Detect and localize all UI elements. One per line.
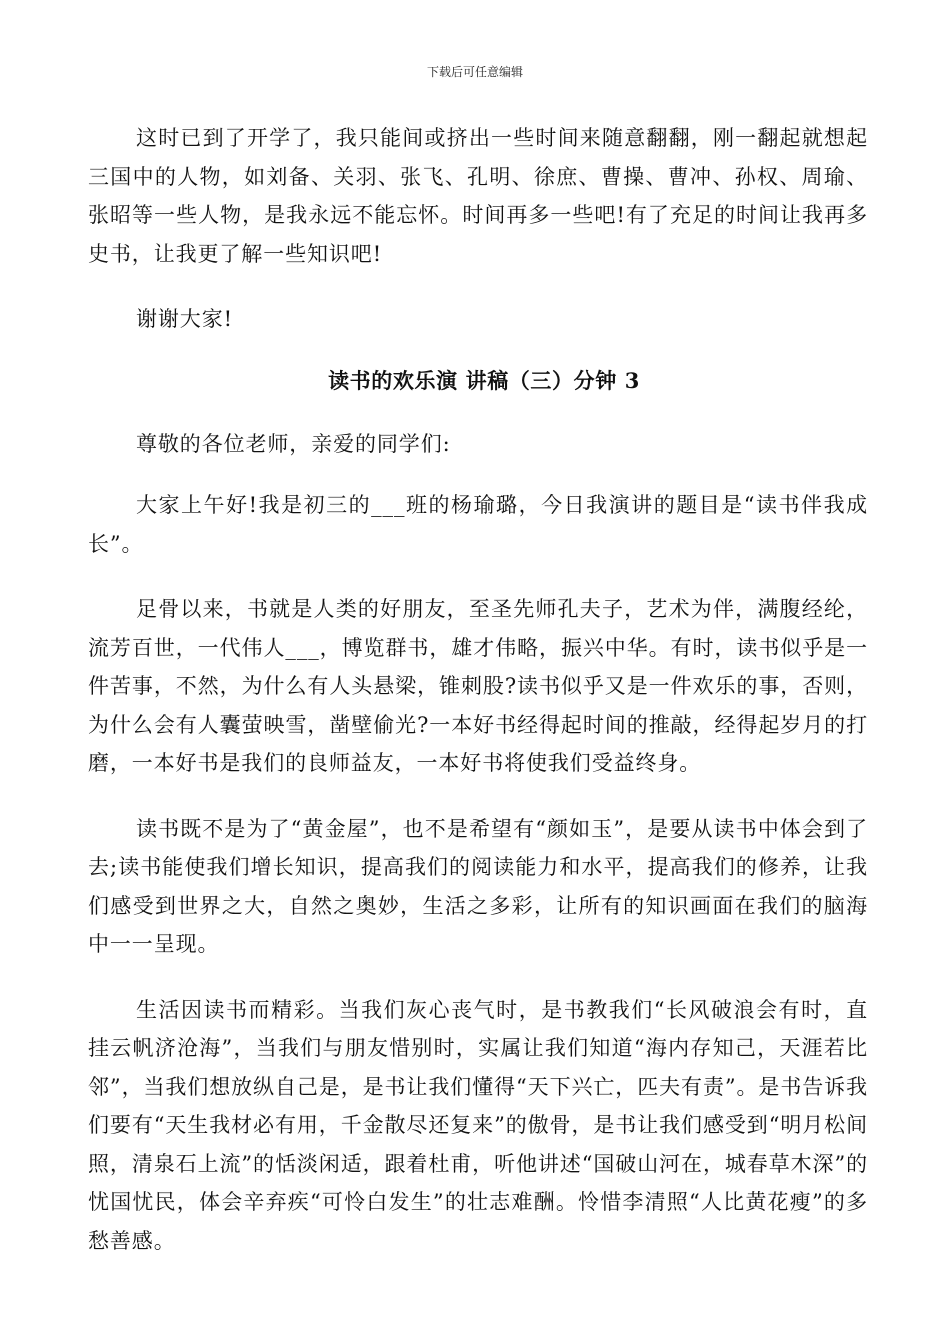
paragraph-salutation: 尊敬的各位老师，亲爱的同学们:	[136, 431, 451, 456]
paragraph-three-kingdoms: 这时已到了开学了，我只能间或挤出一些时间来随意翻翻，刚一翻起就想起三国中的人物，如刘备、关羽、张飞、孔明、徐庶、曹操、曹冲、孙权、周瑜、张昭等一些人物，是我永远不能忘怀。时间再多一些吧!有了充足的时间让我再多史书，让我更了解一些知识吧!	[88, 126, 868, 266]
paragraph-thanks: 谢谢大家!	[136, 307, 233, 331]
paragraph-life-reading: 生活因读书而精彩。当我们灰心丧气时，是书教我们“长风破浪会有时，直挂云帆济沧海”，当我们与朋友惜别时，实属让我们知道“海内存知己，天涯若比邻”，当我们想放纵自己是，是书让我们懂得“天下兴亡，匹夫有责”。是书告诉我们要有“天生我材必有用，千金散尽还复来”的傲骨，是书让我们感受到“明月松间照，清泉石上流”的恬淡闲适，跟着杜甫，听他讲述“国破山河在，城春草木深”的忧国忧民，体会辛弃疾“可怜白发生”的壮志难酬。怜惜李清照“人比黄花瘦”的多愁善感。	[88, 997, 868, 1253]
section-title: 读书的欢乐演 讲稿（三）分钟 3	[328, 367, 640, 393]
paragraph-greeting: 大家上午好!我是初三的___班的杨瑜璐，今日我演讲的题目是“读书伴我成长”。	[88, 493, 868, 556]
document-body	[88, 119, 868, 1287]
paragraph-why-read: 读书既不是为了“黄金屋”，也不是希望有“颜如玉”，是要从读书中体会到了去;读书能使我们增长知识，提高我们的阅读能力和水平，提高我们的修养，让我们感受到世界之大，自然之奥妙，生活之多彩，让所有的知识画面在我们的脑海中一一呈现。	[88, 816, 868, 956]
paragraph-books-friends: 足骨以来，书就是人类的好朋友，至圣先师孔夫子，艺术为伴，满腹经纶，流芳百世，一代伟人___，博览群书，雄才伟略，振兴中华。有时，读书似乎是一件苦事，不然，为什么有人头悬梁，锥刺股?读书似乎又是一件欢乐的事，否则，为什么会有人囊萤映雪，凿壁偷光?一本好书经得起时间的推敲，经得起岁月的打磨，一本好书是我们的良师益友，一本好书将使我们受益终身。	[88, 597, 868, 775]
page-header: 下载后可任意编辑	[426, 65, 523, 79]
